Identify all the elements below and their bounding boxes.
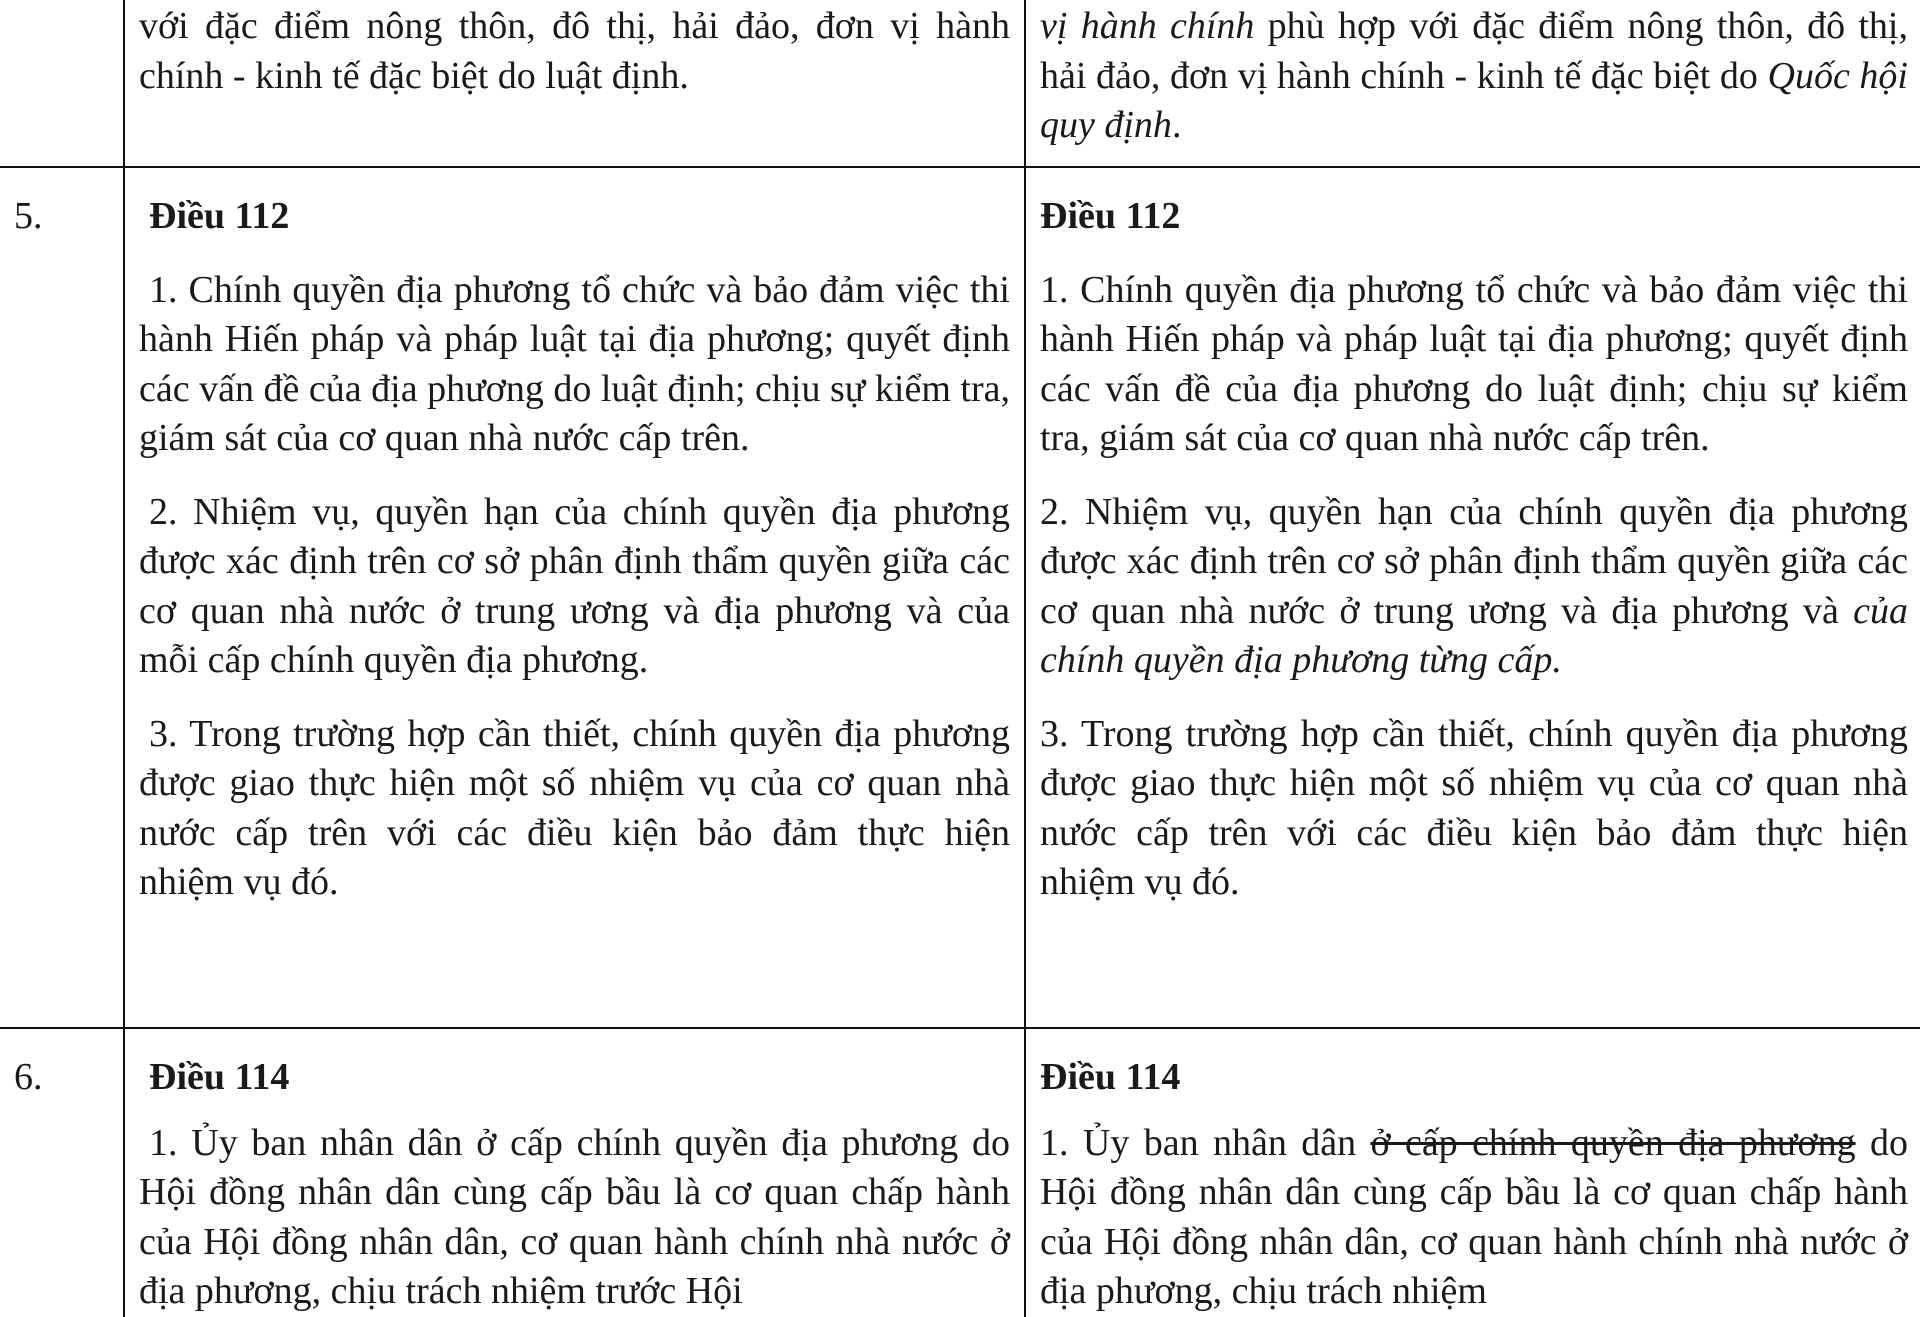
text: 2. Nhiệm vụ, quyền hạn của chính quyền địa phương được xác định trên cơ sở phân định thẩm quyền giữa các cơ quan nhà nước ở trung ương và địa phương và <box>1040 490 1908 632</box>
table-row <box>0 167 1920 1028</box>
article-heading: Điều 112 <box>149 195 290 237</box>
paragraph <box>139 266 1010 464</box>
right-column-cell <box>1025 167 1920 1028</box>
row-number-cell <box>0 167 124 1028</box>
paragraph <box>139 1119 1010 1317</box>
paragraph <box>1040 1119 1908 1317</box>
text: phù hợp với đặc điểm nông thôn, đô thị, hải đảo, đơn vị hành chính - kinh tế đặc biệt do <box>1040 5 1908 97</box>
left-column-cell <box>124 1028 1025 1317</box>
article-heading: Điều 112 <box>1040 195 1181 237</box>
italic-text: của chính quyền địa phương từng cấp. <box>1040 589 1908 681</box>
right-column-cell <box>1025 0 1920 167</box>
text: 2. Nhiệm vụ, quyền hạn của chính quyền địa phương được xác định trên cơ sở phân định thẩm quyền giữa các cơ quan nhà nước ở trung ương và địa phương và của mỗi cấp chính quyền địa phương. <box>139 490 1010 681</box>
paragraph <box>139 488 1010 686</box>
text: 1. Ủy ban nhân dân ở cấp chính quyền địa phương do Hội đồng nhân dân cùng cấp bầu là cơ quan chấp hành của Hội đồng nhân dân, cơ quan hành chính nhà nước ở địa phương, chịu trách nhiệm trước Hội <box>139 1121 1010 1312</box>
struck-text: ở cấp chính quyền địa phương <box>1370 1121 1856 1164</box>
row-number: 5. <box>14 195 43 237</box>
paragraph: 1. Chính quyền địa phương tổ chức và bảo đảm việc thi hành Hiến pháp và pháp luật tại địa phương; quyết định các vấn đề của địa phương do luật định; chịu sự kiểm tra, giám sát của cơ quan nhà nước cấp trên. <box>1040 268 1908 459</box>
italic-text: Quốc hội quy định <box>1040 54 1908 146</box>
paragraph <box>139 710 1010 908</box>
text: 1. Chính quyền địa phương tổ chức và bảo đảm việc thi hành Hiến pháp và pháp luật tại địa phương; quyết định các vấn đề của địa phương do luật định; chịu sự kiểm tra, giám sát của cơ quan nhà nước cấp trên. <box>139 268 1010 459</box>
row-number-cell <box>0 1028 124 1317</box>
text: . <box>1171 104 1182 146</box>
paragraph: với đặc điểm nông thôn, đô thị, hải đảo, đơn vị hành chính - kinh tế đặc biệt do luật định. <box>139 5 1010 97</box>
text: 1. Ủy ban nhân dân <box>1040 1121 1371 1164</box>
table-row <box>0 1028 1920 1317</box>
table-row <box>0 0 1920 167</box>
left-column-cell <box>124 0 1025 167</box>
text: do Hội đồng nhân dân cùng cấp bầu là cơ quan chấp hành của Hội đồng nhân dân, cơ quan hành chính nhà nước ở địa phương, chịu trách nhiệm <box>1040 1121 1909 1312</box>
paragraph <box>1040 488 1908 686</box>
paragraph: 3. Trong trường hợp cần thiết, chính quyền địa phương được giao thực hiện một số nhiệm vụ của cơ quan nhà nước cấp trên với các điều kiện bảo đảm thực hiện nhiệm vụ đó. <box>1040 712 1908 903</box>
article-heading: Điều 114 <box>149 1056 290 1098</box>
row-number-cell <box>0 0 124 167</box>
article-heading: Điều 114 <box>1040 1056 1181 1098</box>
text: 3. Trong trường hợp cần thiết, chính quyền địa phương được giao thực hiện một số nhiệm vụ của cơ quan nhà nước cấp trên với các điều kiện bảo đảm thực hiện nhiệm vụ đó. <box>139 712 1010 903</box>
right-column-cell <box>1025 1028 1920 1317</box>
left-column-cell <box>124 167 1025 1028</box>
row-number <box>0 0 123 24</box>
paragraph <box>1040 0 1908 151</box>
row-number: 6. <box>14 1056 43 1098</box>
italic-text: vị hành chính <box>1040 5 1255 47</box>
